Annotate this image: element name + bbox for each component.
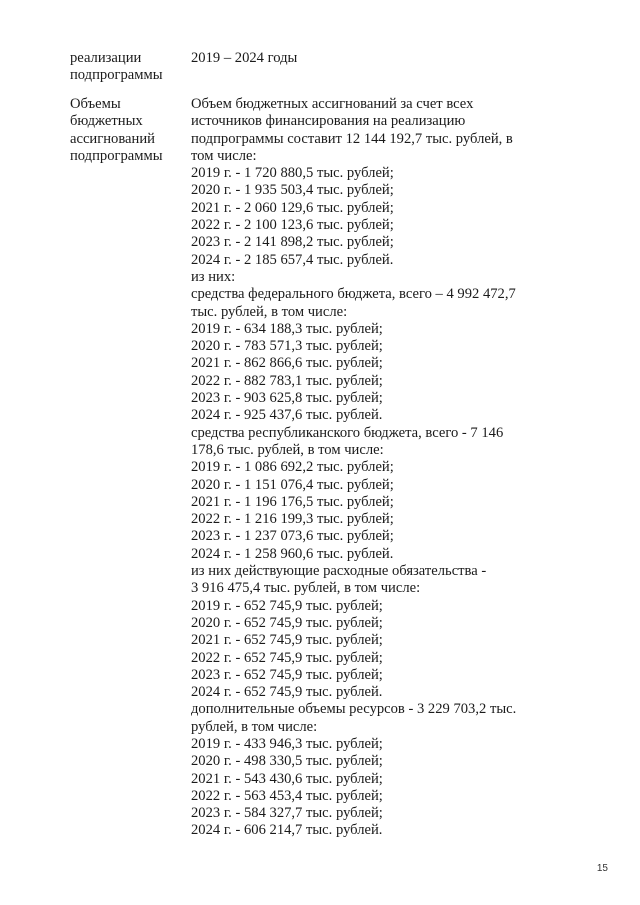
- value-line: 2024 г. - 2 185 657,4 тыс. рублей.: [191, 251, 394, 268]
- value-line: 2020 г. - 783 571,3 тыс. рублей;: [191, 338, 383, 355]
- value-line: 2022 г. - 563 453,4 тыс. рублей;: [191, 787, 383, 804]
- value-line: дополнительные объемы ресурсов - 3 229 703,2 тыс.: [191, 701, 517, 718]
- value-line: 2022 г. - 2 100 123,6 тыс. рублей;: [191, 217, 394, 234]
- page-number: 15: [596, 863, 608, 874]
- value-line: 2019 г. - 1 086 692,2 тыс. рублей;: [191, 459, 394, 476]
- value-line: 2019 г. - 652 745,9 тыс. рублей;: [191, 597, 383, 614]
- value-line: 2022 г. - 652 745,9 тыс. рублей;: [191, 649, 383, 666]
- value-line: 2020 г. - 498 330,5 тыс. рублей;: [191, 753, 383, 770]
- value-line: 3 916 475,4 тыс. рублей, в том числе:: [191, 580, 421, 597]
- value-line: Объем бюджетных ассигнований за счет всех: [191, 96, 474, 112]
- value-line: 2021 г. - 862 866,6 тыс. рублей;: [191, 355, 383, 372]
- value-line: 2022 г. - 1 216 199,3 тыс. рублей;: [191, 511, 394, 528]
- value-line: 2024 г. - 1 258 960,6 тыс. рублей.: [191, 545, 394, 562]
- value-line: из них:: [191, 268, 236, 285]
- label-line: подпрограммы: [70, 147, 163, 164]
- value-line: 2023 г. - 652 745,9 тыс. рублей;: [191, 666, 383, 683]
- value-line: 2021 г. - 652 745,9 тыс. рублей;: [191, 632, 383, 649]
- value-line: 2024 г. - 606 214,7 тыс. рублей.: [191, 822, 383, 839]
- value-line: 2021 г. - 1 196 176,5 тыс. рублей;: [191, 493, 394, 510]
- value-line: 2024 г. - 652 745,9 тыс. рублей.: [191, 684, 383, 701]
- label-line: ассигнований: [70, 130, 155, 147]
- value-line: 2024 г. - 925 437,6 тыс. рублей.: [191, 407, 383, 424]
- value-line: 178,6 тыс. рублей, в том числе:: [191, 441, 384, 458]
- value-line: том числе:: [191, 147, 257, 164]
- label-line: Объемы: [70, 96, 121, 112]
- row-value: [191, 50, 561, 67]
- value-line: 2019 – 2024 годы: [191, 50, 298, 66]
- row-label: [70, 50, 185, 85]
- label-line: реализации: [70, 50, 142, 66]
- value-line: 2023 г. - 584 327,7 тыс. рублей;: [191, 805, 383, 822]
- value-line: средства республиканского бюджета, всего - 7 146: [191, 424, 504, 441]
- value-line: подпрограммы составит 12 144 192,7 тыс. рублей, в: [191, 130, 513, 147]
- value-line: 2019 г. - 1 720 880,5 тыс. рублей;: [191, 165, 394, 182]
- value-line: 2022 г. - 882 783,1 тыс. рублей;: [191, 372, 383, 389]
- row-value: [191, 96, 561, 840]
- row-label: [70, 96, 185, 165]
- value-line: 2023 г. - 1 237 073,6 тыс. рублей;: [191, 528, 394, 545]
- value-line: 2020 г. - 652 745,9 тыс. рублей;: [191, 614, 383, 631]
- value-line: из них действующие расходные обязательства -: [191, 563, 487, 580]
- value-line: 2020 г. - 1 935 503,4 тыс. рублей;: [191, 182, 394, 199]
- value-line: 2021 г. - 543 430,6 тыс. рублей;: [191, 770, 383, 787]
- value-line: источников финансирования на реализацию: [191, 113, 466, 130]
- value-line: рублей, в том числе:: [191, 718, 318, 735]
- value-line: 2023 г. - 903 625,8 тыс. рублей;: [191, 390, 383, 407]
- value-line: средства федерального бюджета, всего – 4 992 472,7: [191, 286, 516, 303]
- value-line: 2021 г. - 2 060 129,6 тыс. рублей;: [191, 199, 394, 216]
- value-line: тыс. рублей, в том числе:: [191, 303, 348, 320]
- value-line: 2019 г. - 634 188,3 тыс. рублей;: [191, 320, 383, 337]
- label-line: бюджетных: [70, 113, 143, 130]
- label-line: подпрограммы: [70, 67, 163, 84]
- value-line: 2020 г. - 1 151 076,4 тыс. рублей;: [191, 476, 394, 493]
- value-line: 2023 г. - 2 141 898,2 тыс. рублей;: [191, 234, 394, 251]
- value-line: 2019 г. - 433 946,3 тыс. рублей;: [191, 735, 383, 752]
